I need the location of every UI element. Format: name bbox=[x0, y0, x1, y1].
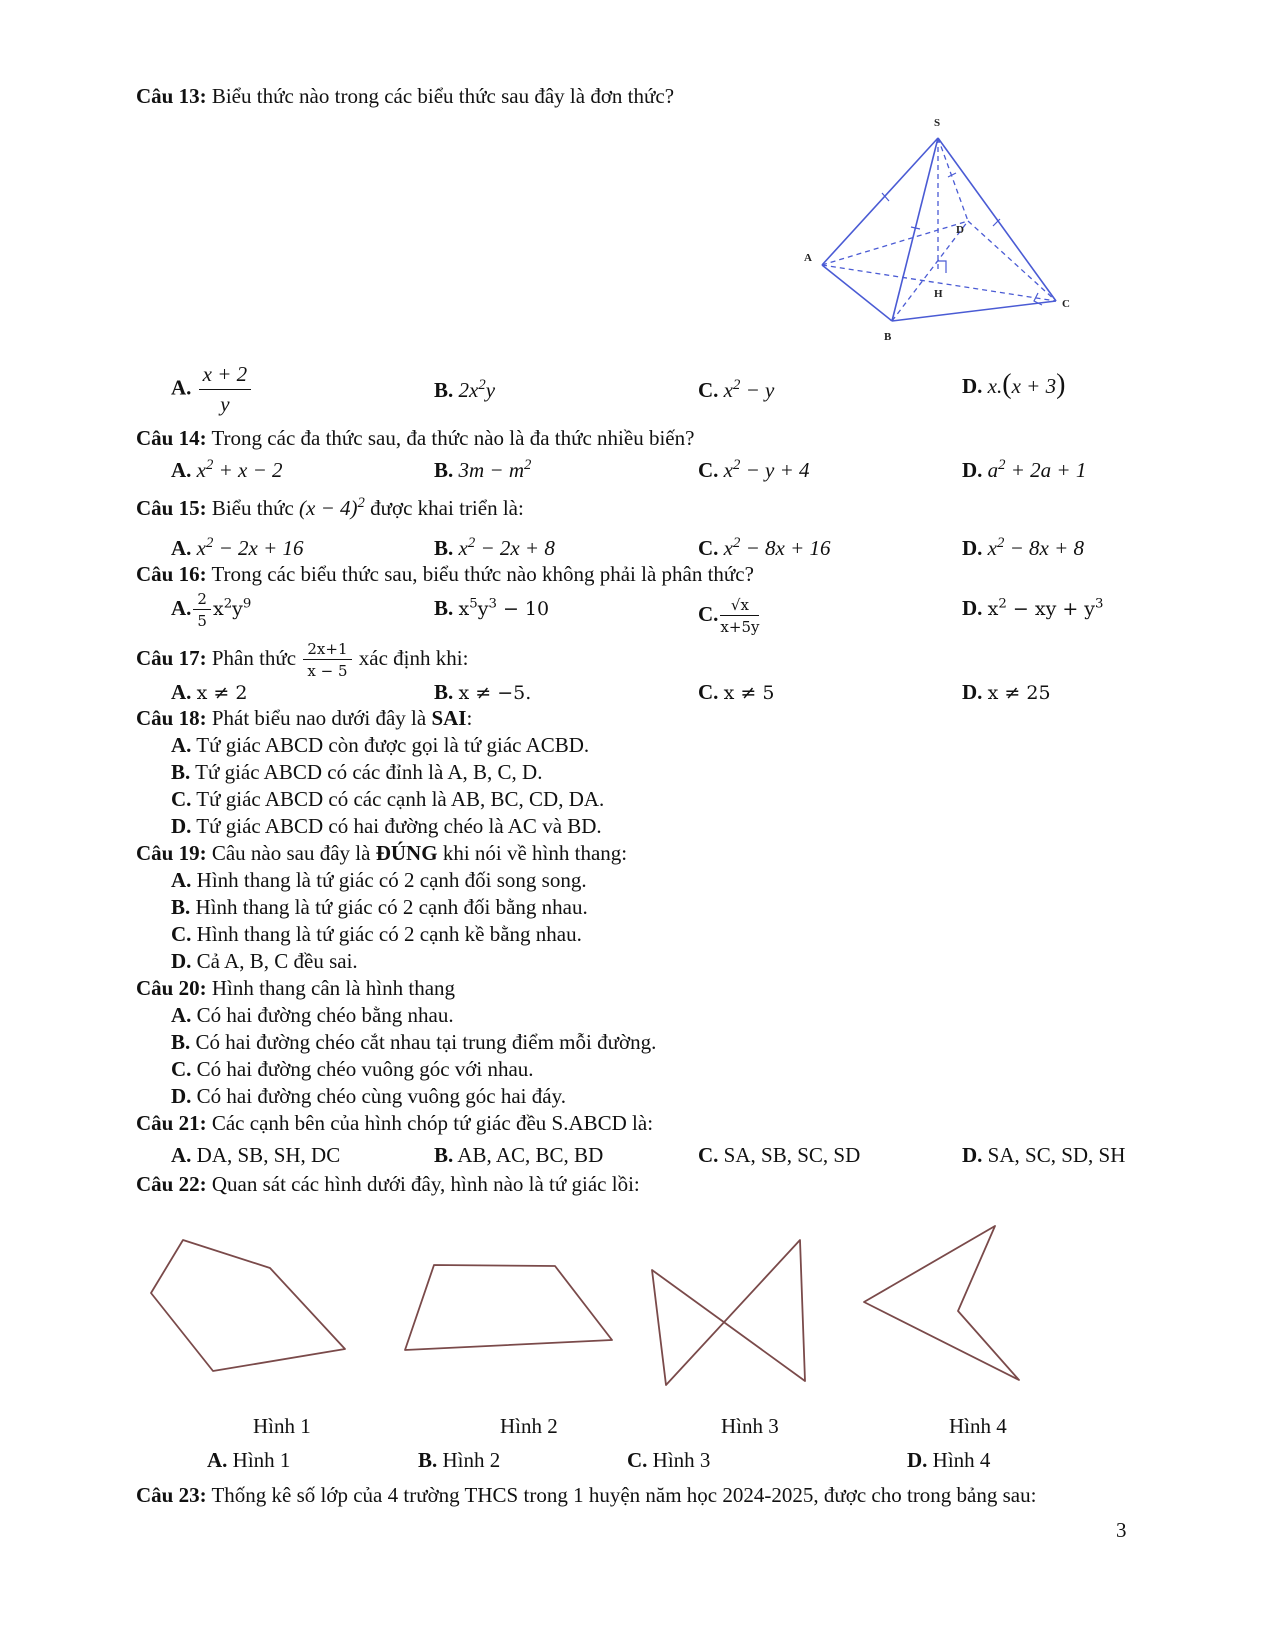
question-17: Câu 17: Phân thức $\frac{2x+1}{x - 5}$ xác định khi: bbox=[136, 640, 469, 680]
question-label: Câu 21: bbox=[136, 1111, 207, 1135]
question-text: Biểu thức nào trong các biểu thức sau đây là đơn thức? bbox=[211, 84, 675, 108]
option-22a[interactable]: A. Hình 1 bbox=[207, 1448, 291, 1472]
question-label: Câu 16: bbox=[136, 562, 207, 586]
label-b: B bbox=[884, 331, 892, 343]
question-text: Hình thang cân là hình thang bbox=[211, 976, 456, 1000]
option-20b[interactable]: B. Có hai đường chéo cắt nhau tại trung điểm mỗi đường. bbox=[171, 1030, 657, 1054]
option-14b[interactable]: B. $3m - m^2$ bbox=[434, 457, 532, 482]
option-16d[interactable]: D. $x^2$ − xy + $y^3$ bbox=[962, 596, 1104, 620]
label-d: D bbox=[956, 224, 964, 236]
option-17a[interactable]: A. x ≠ 2 bbox=[171, 680, 248, 704]
label-c: C bbox=[1062, 298, 1070, 310]
question-23 bbox=[136, 1483, 1036, 1508]
option-18b[interactable]: B. Tứ giác ABCD có các đỉnh là A, B, C, D. bbox=[171, 760, 543, 784]
label-a: A bbox=[804, 252, 812, 264]
option-22b[interactable]: B. Hình 2 bbox=[418, 1448, 501, 1472]
question-19: Câu 19: Câu nào sau đây là ĐÚNG khi nói về hình thang: bbox=[136, 841, 628, 865]
label-s: S bbox=[934, 117, 941, 129]
option-17c[interactable]: C. x ≠ 5 bbox=[698, 680, 775, 704]
option-15d[interactable]: D. $x^2 - 8x + 8$ bbox=[962, 535, 1085, 560]
page-number: 3 bbox=[1116, 1518, 1127, 1542]
option-18d[interactable]: D. Tứ giác ABCD có hai đường chéo là AC và BD. bbox=[171, 814, 602, 838]
option-19b[interactable]: B. Hình thang là tứ giác có 2 cạnh đối bằng nhau. bbox=[171, 895, 588, 919]
question-label: Câu 22: bbox=[136, 1172, 207, 1196]
option-21a[interactable]: A. DA, SB, SH, DC bbox=[171, 1143, 341, 1167]
option-20a[interactable]: A. Có hai đường chéo bằng nhau. bbox=[171, 1003, 454, 1027]
question-label: Câu 14: bbox=[136, 426, 207, 450]
option-19c[interactable]: C. Hình thang là tứ giác có 2 cạnh kề bằng nhau. bbox=[171, 922, 582, 946]
caption-hinh-1: Hình 1 bbox=[253, 1414, 311, 1438]
option-13a[interactable]: A. $\frac{x + 2}{y}$ bbox=[171, 362, 253, 417]
option-17d[interactable]: D. x ≠ 25 bbox=[962, 680, 1051, 704]
option-14a[interactable]: A. $x^2 + x - 2$ bbox=[171, 457, 283, 482]
option-18c[interactable]: C. Tứ giác ABCD có các cạnh là AB, BC, CD, DA. bbox=[171, 787, 605, 811]
option-16c[interactable]: C. $\frac{√x}{x+5y}$ bbox=[698, 596, 760, 636]
option-13c[interactable]: C. $x^2 - y$ bbox=[698, 377, 775, 402]
fraction: $\frac{2x+1}{x - 5}$ bbox=[303, 640, 351, 680]
question-label: Câu 17: bbox=[136, 645, 207, 670]
option-13d[interactable]: D. x.(x + 3) bbox=[962, 369, 1066, 400]
question-text: Thống kê số lớp của 4 trường THCS trong 1 huyện năm học 2024-2025, được cho trong bảng sau: bbox=[211, 1483, 1037, 1507]
option-14d[interactable]: D. $a^2 + 2a + 1$ bbox=[962, 457, 1087, 482]
fraction: $\frac{x + 2}{y}$ bbox=[199, 362, 252, 417]
question-text: Quan sát các hình dưới đây, hình nào là tứ giác lồi: bbox=[211, 1172, 640, 1196]
option-22c[interactable]: C. Hình 3 bbox=[627, 1448, 711, 1472]
caption-hinh-2: Hình 2 bbox=[500, 1414, 558, 1438]
question-15: Câu 15: Biểu thức $(x - 4)^2$ được khai triển là: bbox=[136, 495, 524, 520]
option-17b[interactable]: B. x ≠ −5. bbox=[434, 680, 532, 704]
option-15b[interactable]: B. $x^2 - 2x + 8$ bbox=[434, 535, 555, 560]
option-18a[interactable]: A. Tứ giác ABCD còn được gọi là tứ giác ACBD. bbox=[171, 733, 590, 757]
expression: $(x - 4)^2$ bbox=[299, 495, 365, 520]
shape-hinh-1 bbox=[151, 1240, 345, 1371]
question-18: Câu 18: Phát biểu nao dưới đây là SAI: bbox=[136, 706, 473, 730]
option-21d[interactable]: D. SA, SC, SD, SH bbox=[962, 1143, 1126, 1167]
question-text: Các cạnh bên của hình chóp tứ giác đều S.ABCD là: bbox=[211, 1111, 654, 1135]
option-14c[interactable]: C. $x^2 - y + 4$ bbox=[698, 457, 810, 482]
caption-hinh-4: Hình 4 bbox=[949, 1414, 1007, 1438]
option-19d[interactable]: D. Cả A, B, C đều sai. bbox=[171, 949, 358, 973]
option-15c[interactable]: C. $x^2 - 8x + 16$ bbox=[698, 535, 831, 560]
option-20d[interactable]: D. Có hai đường chéo cùng vuông góc hai đáy. bbox=[171, 1084, 566, 1108]
option-13b[interactable]: B. $2x^2y$ bbox=[434, 377, 496, 402]
caption-hinh-3: Hình 3 bbox=[721, 1414, 779, 1438]
question-label: Câu 15: bbox=[136, 496, 207, 520]
label-h: H bbox=[934, 288, 943, 300]
option-15a[interactable]: A. $x^2 - 2x + 16$ bbox=[171, 535, 304, 560]
option-20c[interactable]: C. Có hai đường chéo vuông góc với nhau. bbox=[171, 1057, 534, 1081]
shape-hinh-4 bbox=[864, 1226, 1019, 1380]
question-label: Câu 20: bbox=[136, 976, 207, 1000]
question-label: Câu 19: bbox=[136, 841, 207, 865]
option-21b[interactable]: B. AB, AC, BC, BD bbox=[434, 1143, 604, 1167]
question-label: Câu 18: bbox=[136, 706, 207, 730]
option-16a[interactable]: A. $\frac{2}{5}$ $x^2y^9$ bbox=[171, 590, 252, 630]
question-label: Câu 13: bbox=[136, 84, 207, 108]
option-19a[interactable]: A. Hình thang là tứ giác có 2 cạnh đối song song. bbox=[171, 868, 587, 892]
question-label: Câu 23: bbox=[136, 1483, 207, 1507]
question-text: Trong các đa thức sau, đa thức nào là đa thức nhiều biến? bbox=[211, 426, 695, 450]
shape-hinh-2 bbox=[405, 1265, 612, 1350]
option-22d[interactable]: D. Hình 4 bbox=[907, 1448, 991, 1472]
option-16b[interactable]: B. $x^5y^3 - 10$ bbox=[434, 596, 550, 620]
question-text: Trong các biểu thức sau, biểu thức nào không phải là phân thức? bbox=[211, 562, 754, 586]
option-21c[interactable]: C. SA, SB, SC, SD bbox=[698, 1143, 861, 1167]
shape-hinh-3 bbox=[652, 1240, 805, 1385]
